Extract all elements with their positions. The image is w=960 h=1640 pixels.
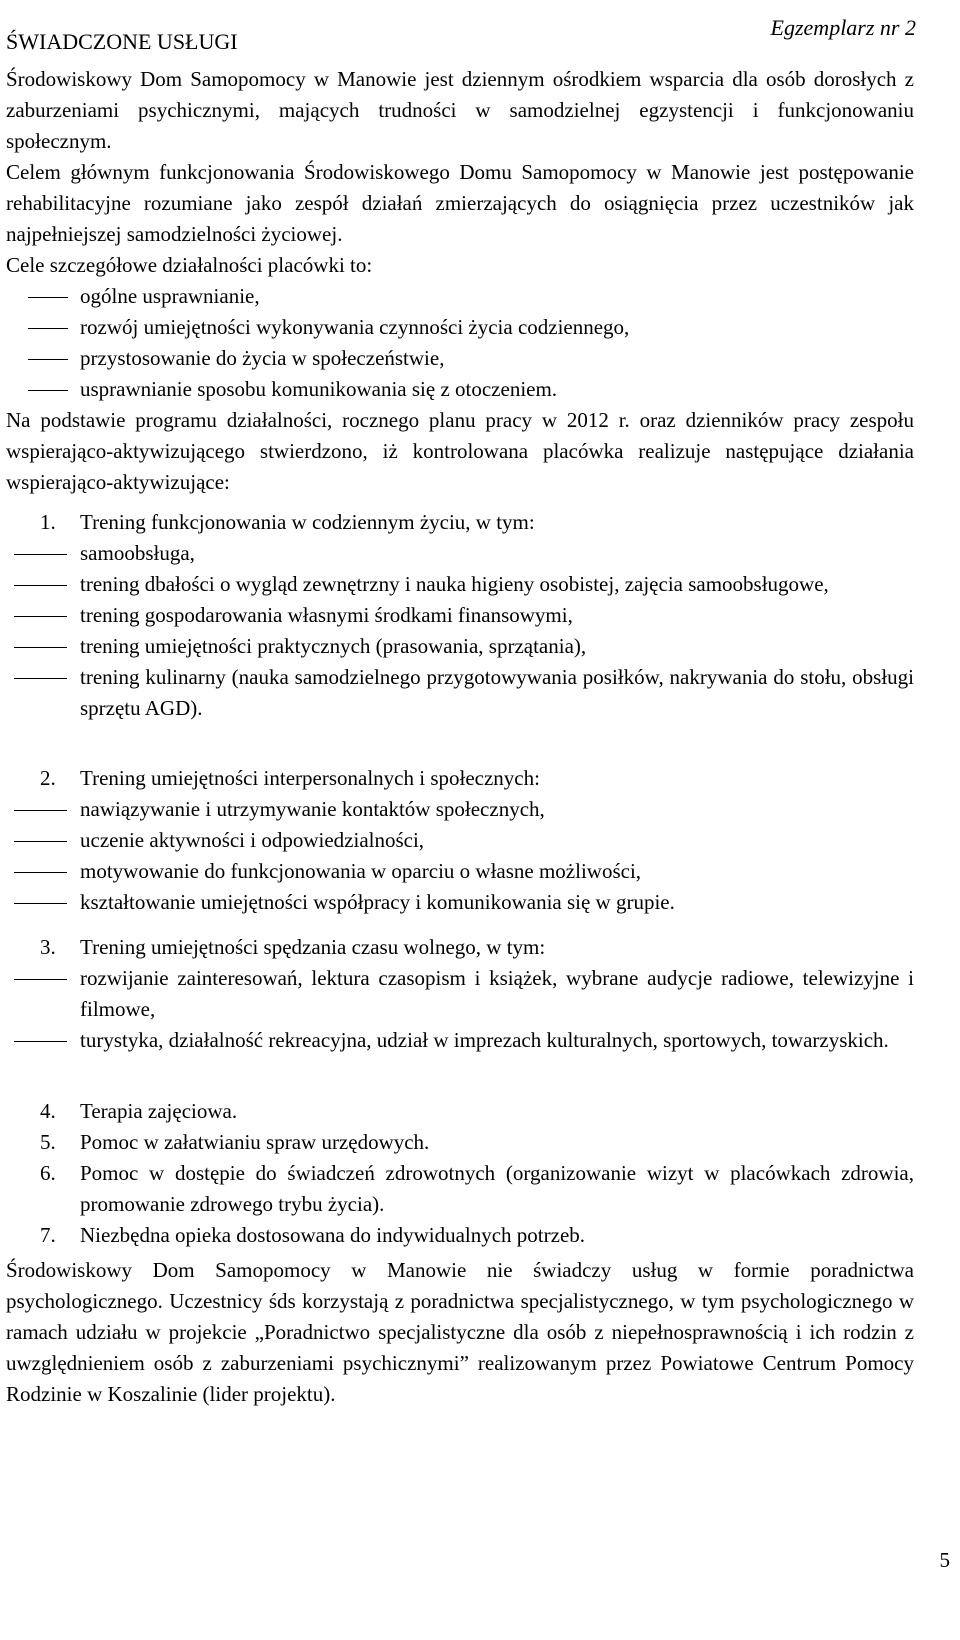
dash-bullet [28, 359, 68, 360]
dash-bullet [14, 872, 67, 873]
list-item: motywowanie do funkcjonowania w oparciu o własne możliwości, [6, 856, 914, 887]
list-item: trening gospodarowania własnymi środkami finansowymi, [6, 600, 914, 631]
dash-bullet [14, 841, 67, 842]
list-item: trening dbałości o wygląd zewnętrzny i nauka higieny osobistej, zajęcia samoobsługowe, [6, 569, 914, 600]
intro-paragraph-2: Celem głównym funkcjonowania Środowiskowego Domu Samopomocy w Manowie jest postępowanie rehabilitacyjne rozumiane jako zespół działań zmierzających do osiągnięcia przez uczestników jak najpełniejszej samodzielności życiowej. [6, 160, 914, 246]
intro-paragraph-1: Środowiskowy Dom Samopomocy w Manowie jest dziennym ośrodkiem wsparcia dla osób dorosłych z zaburzeniami psychicznymi, mających trudności w samodzielnej egzystencji i funkcjonowaniu społecznym. [6, 67, 914, 153]
list-item: trening umiejętności praktycznych (prasowania, sprzątania), [6, 631, 914, 662]
goal-item: przystosowanie do życia w społeczeństwie, [6, 343, 914, 374]
page-number: 5 [939, 1548, 950, 1572]
list-item: samoobsługa, [6, 538, 914, 569]
list-item: trening kulinarny (nauka samodzielnego przygotowywania posiłków, nakrywania do stołu, obsługi sprzętu AGD). [6, 662, 914, 724]
list-item: nawiązywanie i utrzymywanie kontaktów społecznych, [6, 794, 914, 825]
section-title: 2. Trening umiejętności interpersonalnych i społecznych: [40, 766, 540, 790]
goal-item: ogólne usprawnianie, [6, 281, 914, 312]
dash-bullet [14, 1041, 67, 1042]
section-2 [6, 763, 914, 918]
dash-bullet [14, 678, 67, 679]
section-3 [6, 932, 914, 1056]
goal-item: rozwój umiejętności wykonywania czynności życia codziennego, [6, 312, 914, 343]
section-1 [6, 507, 914, 724]
dash-bullet [14, 979, 67, 980]
copy-label: Egzemplarz nr 2 [770, 15, 916, 40]
dash-bullet [28, 297, 68, 298]
intro [6, 64, 914, 405]
list-item: uczenie aktywności i odpowiedzialności, [6, 825, 914, 856]
dash-bullet [14, 616, 67, 617]
dash-bullet [28, 390, 68, 391]
section-title: 3. Trening umiejętności spędzania czasu wolnego, w tym: [40, 935, 546, 959]
basis-paragraph: Na podstawie programu działalności, rocznego planu pracy w 2012 r. oraz dzienników pracy zespołu wspierająco-aktywizującego stwierdzono, iż kontrolowana placówka realizuje następujące działania wspierająco-aktywizujące: [6, 408, 914, 494]
intro-paragraph-3: Cele szczegółowe działalności placówki to: [6, 253, 373, 277]
dash-bullet [14, 903, 67, 904]
list-item: turystyka, działalność rekreacyjna, udział w imprezach kulturalnych, sportowych, towarzyskich. [6, 1025, 914, 1056]
section-title: 7. Niezbędna opieka dostosowana do indywidualnych potrzeb. [40, 1223, 586, 1247]
section-title: 1. Trening funkcjonowania w codziennym życiu, w tym: [40, 510, 535, 534]
section-heading: ŚWIADCZONE USŁUGI [6, 29, 238, 54]
closing-paragraph: Środowiskowy Dom Samopomocy w Manowie nie świadczy usług w formie poradnictwa psychologicznego. Uczestnicy śds korzystają z poradnictwa specjalistycznego, w tym psychologicznego w ramach udziału w projekcie „Poradnictwo specjalistyczne dla osób z niepełnosprawnością i ich rodzin z uwzględnieniem osób z zaburzeniami psychicznymi” realizowanym przez Powiatowe Centrum Pomocy Rodzinie w Koszalinie (lider projektu). [6, 1258, 914, 1406]
dash-bullet [14, 647, 67, 648]
goal-item: usprawnianie sposobu komunikowania się z otoczeniem. [6, 374, 914, 405]
dash-bullet [14, 585, 67, 586]
section-title: 4. Terapia zajęciowa. [40, 1099, 238, 1123]
list-item: rozwijanie zainteresowań, lektura czasopism i książek, wybrane audycje radiowe, telewizyjne i filmowe, [6, 963, 914, 1025]
sections-4-7 [6, 1096, 914, 1251]
dash-bullet [14, 810, 67, 811]
dash-bullet [28, 328, 68, 329]
list-item: kształtowanie umiejętności współpracy i komunikowania się w grupie. [6, 887, 914, 918]
section-title: 5. Pomoc w załatwianiu spraw urzędowych. [40, 1130, 430, 1154]
dash-bullet [14, 554, 67, 555]
section-title: 6. Pomoc w dostępie do świadczeń zdrowotnych (organizowanie wizyt w placówkach zdrowia, promowanie zdrowego trybu życia). [40, 1161, 914, 1216]
